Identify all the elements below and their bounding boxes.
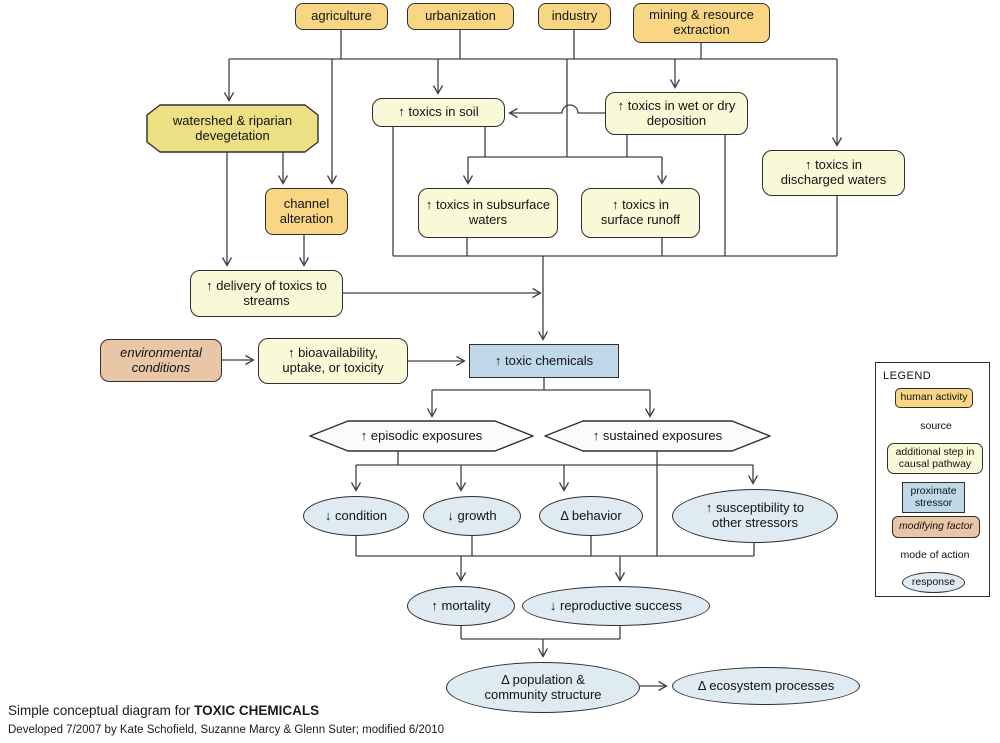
node-toxic-chemicals (469, 344, 619, 378)
node-sustained-exposures (545, 421, 770, 451)
node-agriculture (295, 3, 388, 30)
legend-mode-of-action-label: mode of action (900, 548, 970, 561)
node-toxic-chemicals-label: ↑ toxic chemicals (494, 352, 594, 368)
node-mining-label: mining & resource extraction (649, 7, 754, 37)
node-toxics-soil-label: ↑ toxics in soil (398, 104, 479, 120)
node-bioavailability-uptake-toxicity (258, 338, 408, 384)
node-env-label: environmental conditions (120, 344, 202, 375)
legend-additional-step-label: additional step in causal pathway (895, 445, 975, 470)
node-watershed-label: watershed & riparian devegetation (172, 112, 293, 143)
node-toxics-surface-runoff (581, 188, 700, 238)
node-urbanization (407, 3, 514, 30)
node-discharged-label: ↑ toxics in discharged waters (780, 157, 887, 187)
node-reproductive-success (522, 586, 710, 626)
node-delivery-label: ↑ delivery of toxics to streams (206, 277, 327, 308)
legend-response (902, 572, 965, 593)
node-wet-dry-label: ↑ toxics in wet or dry deposition (617, 97, 736, 128)
legend-mode-of-action (882, 545, 988, 566)
node-agriculture-label: agriculture (311, 8, 372, 24)
legend-modifying-factor (892, 516, 980, 538)
node-behavior-label: Δ behavior (560, 507, 622, 523)
node-urbanization-label: urbanization (425, 8, 496, 24)
node-repro-label: ↓ reproductive success (549, 597, 683, 613)
node-mortality (407, 586, 515, 626)
node-toxics-wet-dry-deposition (605, 92, 748, 135)
node-behavior (539, 496, 643, 536)
node-episodic-exposures (310, 421, 533, 451)
caption-prefix: Simple conceptual diagram for (8, 703, 195, 718)
node-population-label: Δ population & community structure (484, 671, 602, 702)
node-environmental-conditions (100, 339, 222, 382)
node-toxics-discharged-waters (762, 150, 905, 196)
caption-title: TOXIC CHEMICALS (194, 703, 320, 718)
legend-proximate-stressor (902, 482, 965, 513)
node-channel-alteration (265, 188, 348, 235)
node-susceptibility-other-stressors (672, 489, 838, 543)
node-runoff-label: ↑ toxics in surface runoff (600, 197, 681, 227)
legend-additional-step (887, 443, 983, 474)
node-susceptibility-label: ↑ susceptibility to other stressors (705, 500, 805, 530)
legend-source (907, 416, 965, 437)
node-industry (538, 3, 611, 30)
node-toxics-subsurface-waters (418, 188, 558, 238)
node-industry-label: industry (551, 8, 598, 24)
node-condition (303, 496, 409, 536)
legend-source-label: source (920, 419, 952, 432)
node-mining-resource-extraction (633, 3, 770, 43)
node-condition-label: ↓ condition (324, 507, 388, 523)
node-mortality-label: ↑ mortality (431, 597, 491, 613)
node-subsurface-label: ↑ toxics in subsurface waters (425, 197, 551, 227)
legend-title: LEGEND (883, 370, 932, 382)
node-watershed-riparian-devegetation (147, 105, 318, 152)
node-growth (423, 496, 521, 536)
diagram-caption (8, 703, 319, 718)
node-episodic-label: ↑ episodic exposures (360, 427, 483, 443)
legend-response-label: response (911, 575, 956, 588)
node-growth-label: ↓ growth (447, 507, 497, 523)
node-sustained-label: ↑ sustained exposures (592, 427, 723, 443)
node-toxics-in-soil (372, 98, 505, 127)
node-delivery-of-toxics (190, 270, 343, 317)
node-population-community-structure (446, 662, 640, 713)
diagram-credit: Developed 7/2007 by Kate Schofield, Suzanne Marcy & Glenn Suter; modified 6/2010 (8, 724, 444, 736)
node-bio-label: ↑ bioavailability, uptake, or toxicity (282, 345, 384, 375)
node-channel-label: channel alteration (279, 195, 334, 226)
legend-human-activity-label: human activity (900, 391, 968, 404)
legend-human-activity (895, 388, 973, 408)
node-ecosystem-label: Δ ecosystem processes (697, 677, 835, 693)
node-ecosystem-processes (672, 667, 860, 705)
legend-modifying-factor-label: modifying factor (898, 520, 974, 533)
legend-proximate-stressor-label: proximate stressor (910, 484, 957, 509)
